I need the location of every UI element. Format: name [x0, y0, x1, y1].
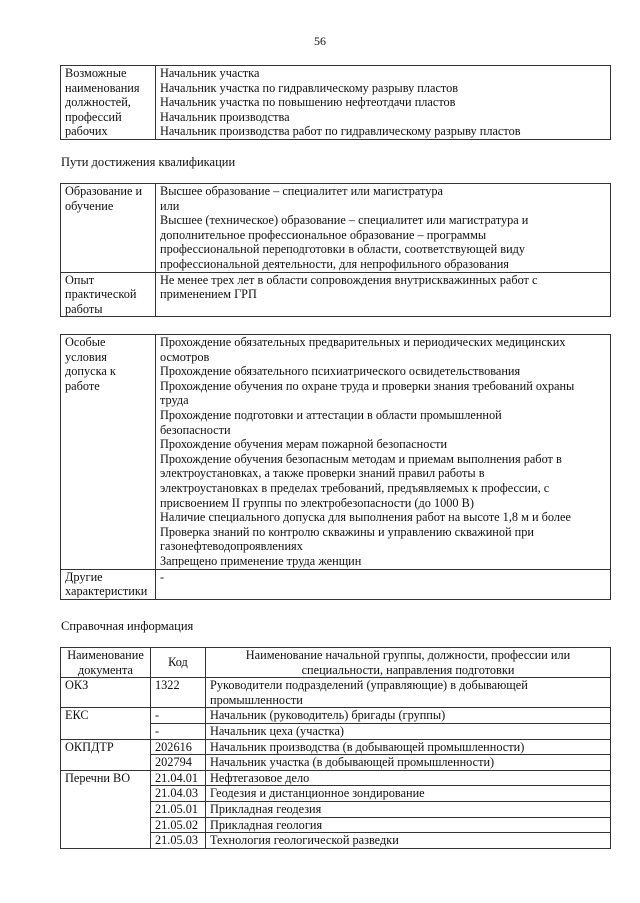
text-line: Другие	[65, 569, 103, 584]
text-line: Прохождение обучения мерам пожарной безопасности	[160, 437, 448, 452]
row-label	[61, 272, 156, 317]
code-cell: 202794	[151, 755, 206, 771]
text-line: работы	[65, 301, 103, 316]
position-item: Начальник участка	[160, 66, 260, 80]
positions-table	[60, 65, 611, 140]
row-content	[156, 272, 611, 317]
table-row	[61, 184, 611, 273]
row-content	[156, 184, 611, 273]
code-cell: 1322	[151, 678, 206, 708]
doc-cell: Перечни ВО	[61, 770, 151, 848]
text-line: Прохождение обучения по охране труда и проверки знания требований охраны	[160, 378, 575, 393]
code-cell: 21.05.01	[151, 801, 206, 817]
row-content	[156, 569, 611, 599]
code-cell: 21.04.01	[151, 770, 206, 786]
text-line: практической	[65, 287, 137, 302]
text-line: труда	[160, 393, 189, 408]
table-row	[61, 739, 611, 755]
table-header-row	[61, 648, 611, 678]
text-line: Прикладная геодезия	[210, 801, 322, 816]
text-line: безопасности	[160, 422, 231, 437]
text-line: Руководители подразделений (управляющие) в добывающей	[210, 678, 528, 693]
label-line: наименования	[65, 80, 140, 95]
header-name	[206, 648, 611, 678]
label-line: профессий	[65, 109, 122, 124]
text-line: Наличие специального допуска для выполнения работ на высоте 1,8 м и более	[160, 510, 571, 525]
name-cell	[206, 770, 611, 786]
name-cell	[206, 817, 611, 833]
doc-cell: ОКЗ	[61, 678, 151, 708]
text-line: дополнительное профессиональное образование – программы	[160, 227, 487, 242]
conditions-table	[60, 334, 611, 600]
header-code: Код	[151, 648, 206, 678]
reference-table	[60, 647, 611, 849]
text-line: Начальник цеха (участка)	[210, 723, 345, 738]
text-line: Опыт	[65, 272, 95, 287]
text-line: работе	[65, 378, 100, 393]
qualification-table	[60, 183, 611, 317]
text-line: электроустановках, а также проверки знаний правил работы в	[160, 466, 485, 481]
code-cell: 21.05.02	[151, 817, 206, 833]
table-row	[61, 335, 611, 570]
position-item: Начальник производства работ по гидравлическому разрыву пластов	[160, 124, 521, 139]
row-content	[156, 335, 611, 570]
text-line: Прохождение подготовки и аттестации в области промышленной	[160, 407, 502, 422]
text-line: характеристики	[65, 584, 148, 599]
text-line: Высшее (техническое) образование – специалитет или магистратура и	[160, 213, 529, 228]
name-cell	[206, 739, 611, 755]
code-cell: -	[151, 708, 206, 724]
text-line: электроустановках в пределах требований, предъявляемых к профессии, с	[160, 480, 550, 495]
table-row	[61, 770, 611, 786]
text-line: применением ГРП	[160, 287, 257, 302]
text-line: Технология геологической разведки	[210, 833, 399, 848]
text-line: Прохождение обучения безопасным методам и приемам выполнения работ в	[160, 451, 562, 466]
position-item: Начальник участка по гидравлическому разрыву пластов	[160, 80, 459, 95]
text-line: осмотров	[160, 349, 210, 364]
text-line: Нефтегазовое дело	[210, 770, 310, 785]
text-line: Проверка знаний по контролю скважины и управлению скважиной при	[160, 524, 534, 539]
table-row	[61, 569, 611, 599]
name-cell	[206, 708, 611, 724]
text-line: Запрещено применение труда женщин	[160, 553, 362, 568]
label-line: рабочих	[65, 124, 108, 139]
text-line: Начальник производства (в добывающей промышленности)	[210, 739, 525, 754]
name-cell	[206, 833, 611, 849]
header-line: документа	[78, 662, 133, 677]
doc-cell: ЕКС	[61, 708, 151, 739]
text-line: допуска к	[65, 364, 116, 379]
text-line: профессиональной переподготовки в области, соответствующей виду	[160, 242, 526, 257]
text-line: или	[160, 198, 180, 213]
positions-label	[61, 66, 156, 140]
code-cell: 21.04.03	[151, 786, 206, 802]
text-line: газонефтеводопроявлениях	[160, 539, 303, 554]
header-doc	[61, 648, 151, 678]
doc-cell: ОКПДТР	[61, 739, 151, 770]
row-label	[61, 569, 156, 599]
text-line: Высшее образование – специалитет или магистратура	[160, 184, 443, 198]
text-line: Геодезия и дистанционное зондирование	[210, 786, 425, 801]
table-row	[61, 708, 611, 724]
name-cell	[206, 786, 611, 802]
qualification-heading: Пути достижения квалификации	[61, 155, 236, 169]
reference-heading: Справочная информация	[61, 619, 194, 633]
text-line: Не менее трех лет в области сопровождения внутрискважинных работ с	[160, 272, 538, 287]
text-line: Образование и	[65, 184, 143, 198]
text-line: профессиональной деятельности, для непрофильного образования	[160, 256, 509, 271]
text-line: Прохождение обязательного психиатрического освидетельствования	[160, 364, 521, 379]
name-cell	[206, 801, 611, 817]
name-cell	[206, 755, 611, 771]
header-line: специальности, направления подготовки	[301, 662, 515, 677]
code-cell: 202616	[151, 739, 206, 755]
text-line: обучение	[65, 198, 114, 213]
text-line: -	[160, 569, 165, 584]
text-line: Прикладная геология	[210, 817, 323, 832]
label-line: должностей,	[65, 95, 131, 110]
page-number: 56	[314, 34, 326, 48]
label-line: Возможные	[65, 66, 127, 80]
text-line: присвоением II группы по электробезопасности (до 1000 В)	[160, 495, 474, 510]
code-cell: 21.05.03	[151, 833, 206, 849]
table-row	[61, 272, 611, 317]
text-line: Начальник (руководитель) бригады (группы)	[210, 708, 446, 723]
header-line: Наименование начальной группы, должности, профессии или	[245, 648, 571, 662]
text-line: Прохождение обязательных предварительных и периодических медицинских	[160, 335, 566, 349]
text-line: промышленности	[210, 692, 303, 707]
text-line: Начальник участка (в добывающей промышленности)	[210, 755, 495, 770]
row-label	[61, 335, 156, 570]
text-line: Особые	[65, 335, 106, 349]
row-label	[61, 184, 156, 273]
table-row	[61, 678, 611, 708]
name-cell	[206, 723, 611, 739]
position-item: Начальник участка по повышению нефтеотдачи пластов	[160, 95, 456, 110]
table-row	[61, 66, 611, 140]
positions-list	[156, 66, 611, 140]
position-item: Начальник производства	[160, 109, 290, 124]
name-cell	[206, 678, 611, 708]
code-cell: -	[151, 723, 206, 739]
header-line: Наименование	[67, 648, 144, 662]
text-line: условия	[65, 349, 107, 364]
